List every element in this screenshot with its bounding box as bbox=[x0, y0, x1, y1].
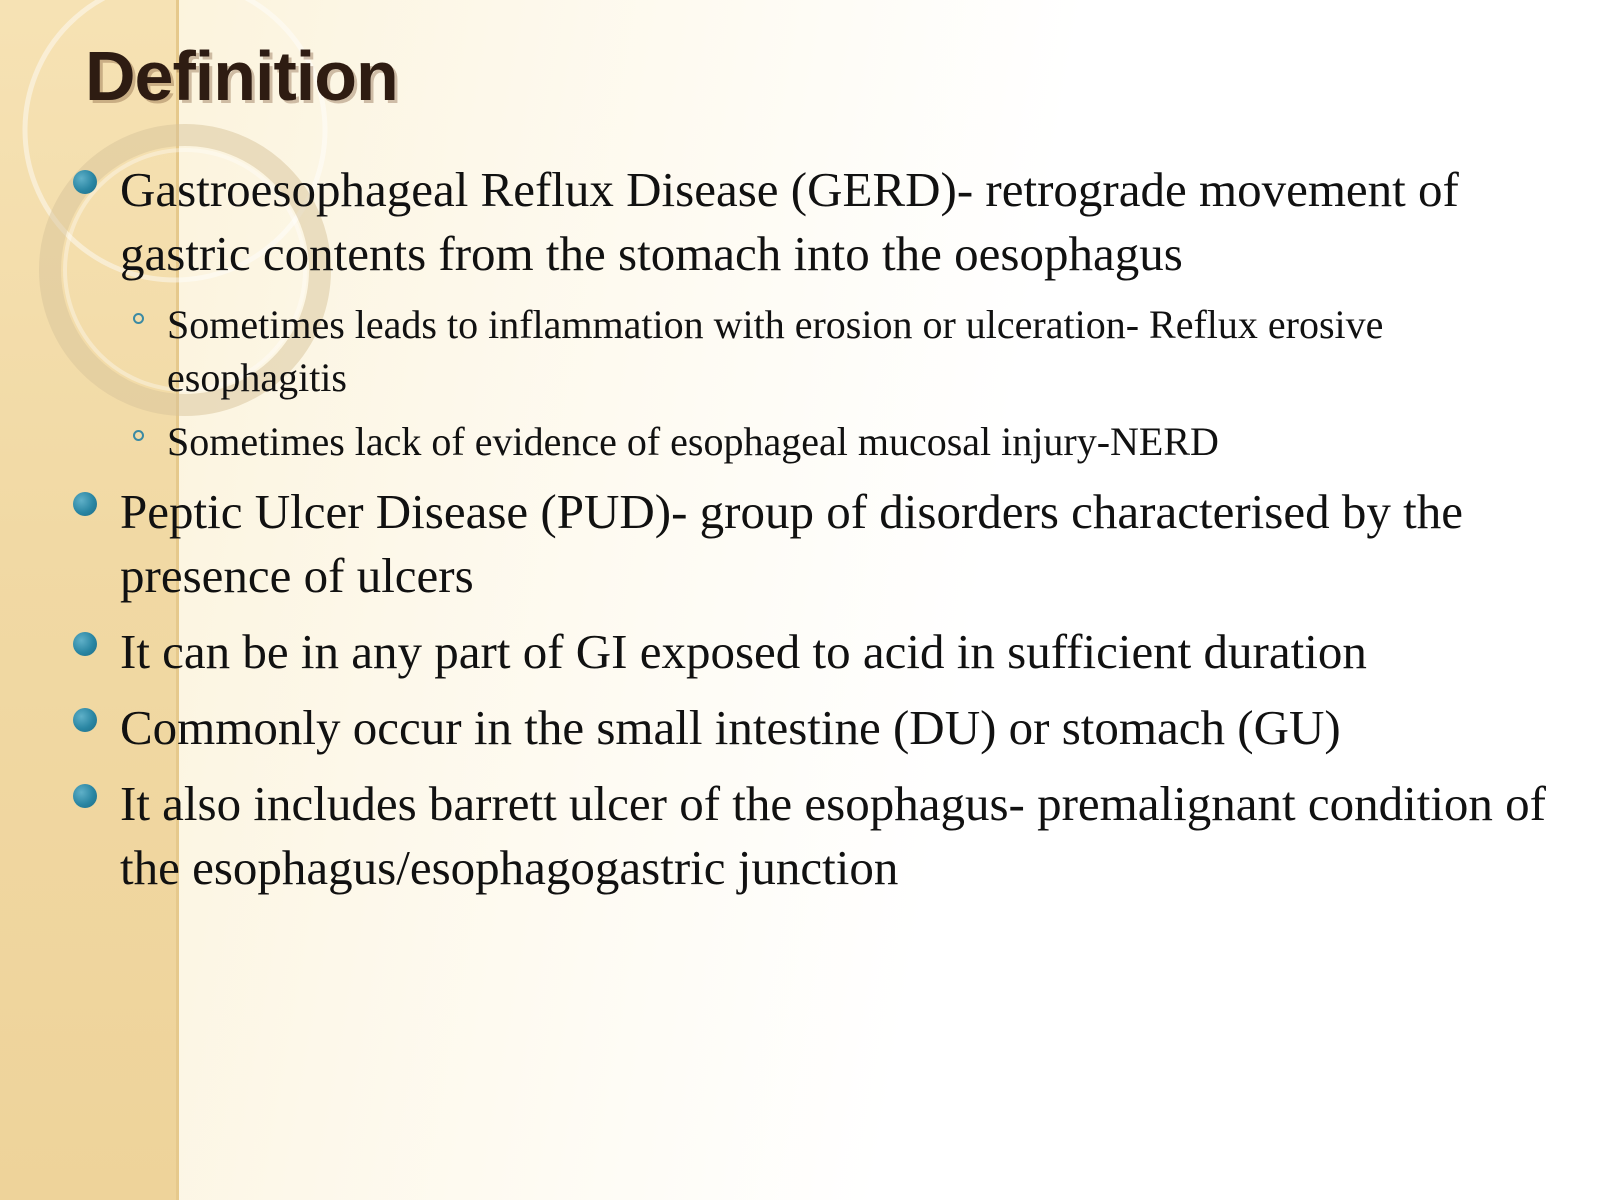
bullet-item bbox=[70, 620, 1550, 684]
bullet-text: It also includes barrett ulcer of the esophagus- premalignant condition of the esophagus/esophagogastric junction bbox=[120, 776, 1547, 895]
filled-circle-bullet-icon bbox=[73, 632, 97, 656]
bullet-item bbox=[70, 696, 1550, 760]
sub-bullet-item bbox=[70, 415, 1550, 468]
slide-title: Definition bbox=[85, 37, 398, 115]
slide-body bbox=[70, 158, 1550, 900]
filled-circle-bullet-icon bbox=[73, 784, 97, 808]
bullet-item bbox=[70, 480, 1550, 608]
hollow-circle-bullet-icon bbox=[133, 313, 144, 324]
bullet-text: Commonly occur in the small intestine (DU) or stomach (GU) bbox=[120, 700, 1341, 755]
sub-bullet-item bbox=[70, 298, 1550, 404]
bullet-item bbox=[70, 158, 1550, 286]
bullet-text: Gastroesophageal Reflux Disease (GERD)- retrograde movement of gastric contents from the stomach into the oesophagus bbox=[120, 162, 1459, 281]
sub-bullet-text: Sometimes lack of evidence of esophageal mucosal injury-NERD bbox=[167, 419, 1219, 464]
bullet-text: Peptic Ulcer Disease (PUD)- group of disorders characterised by the presence of ulcers bbox=[120, 484, 1463, 603]
hollow-circle-bullet-icon bbox=[133, 430, 144, 441]
bullet-item bbox=[70, 772, 1550, 900]
filled-circle-bullet-icon bbox=[73, 492, 97, 516]
sub-bullet-text: Sometimes leads to inflammation with erosion or ulceration- Reflux erosive esophagitis bbox=[167, 302, 1384, 400]
bullet-text: It can be in any part of GI exposed to acid in sufficient duration bbox=[120, 624, 1367, 679]
filled-circle-bullet-icon bbox=[73, 708, 97, 732]
filled-circle-bullet-icon bbox=[73, 170, 97, 194]
